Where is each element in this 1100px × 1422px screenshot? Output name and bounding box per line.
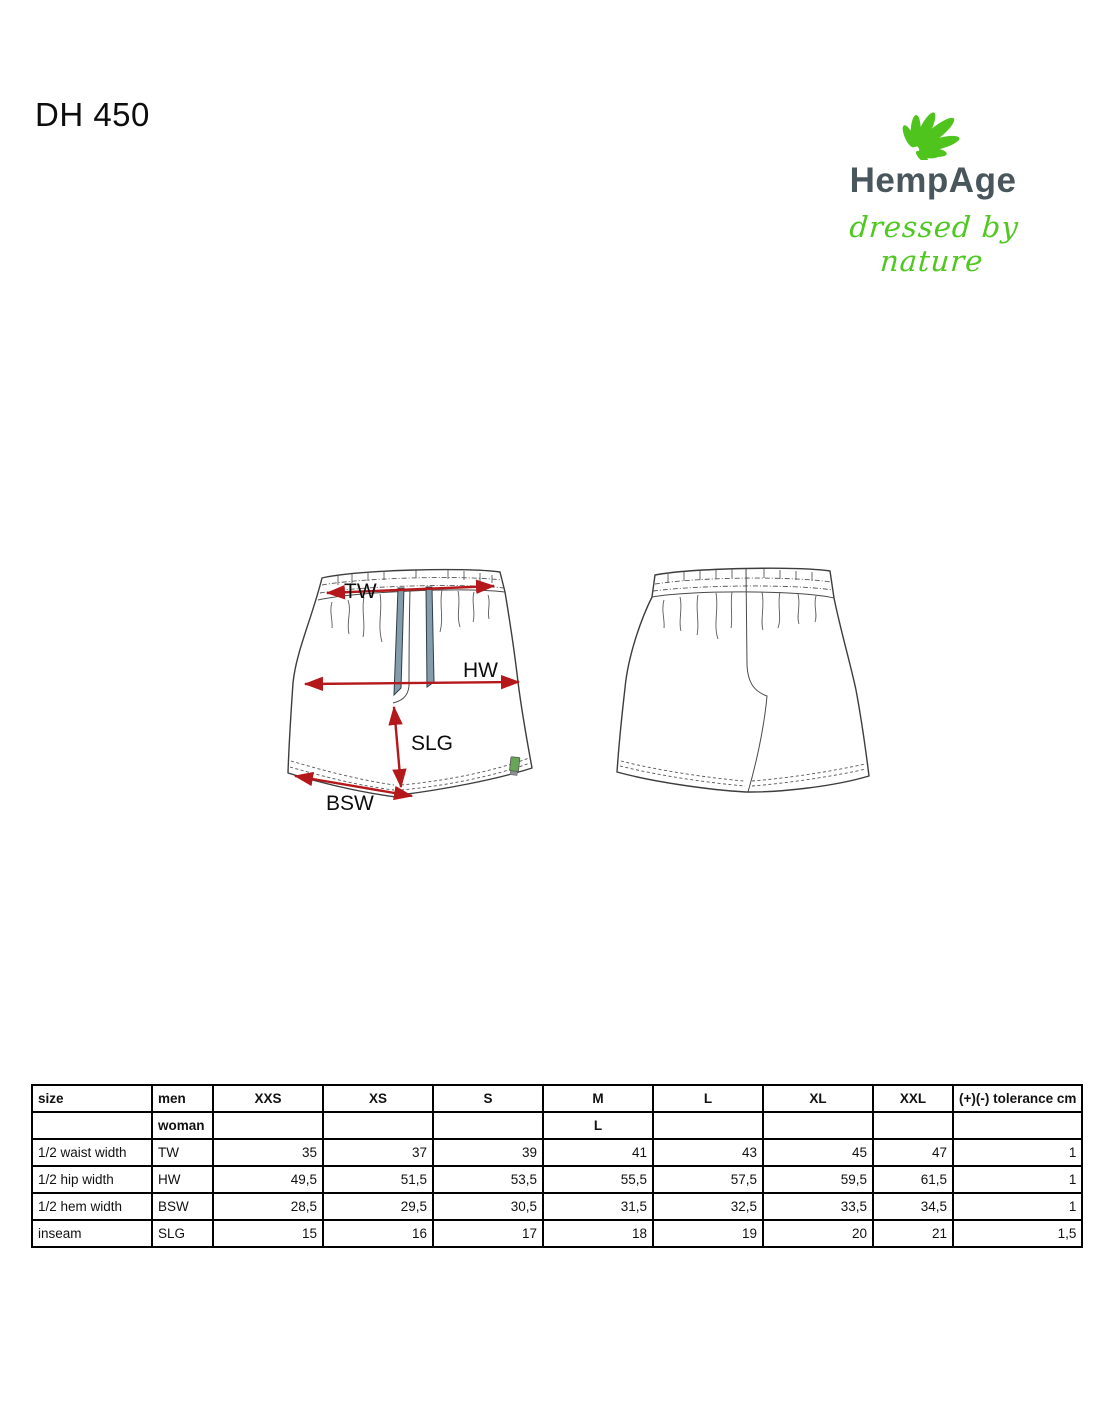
header-row xyxy=(32,1085,1082,1112)
inseam-label: SLG xyxy=(411,732,454,755)
col-xl: XL xyxy=(763,1085,873,1112)
col-xxl: XXL xyxy=(873,1085,953,1112)
row-label: 1/2 waist width xyxy=(32,1139,152,1166)
row-label: 1/2 hip width xyxy=(32,1166,152,1193)
row-label: 1/2 hem width xyxy=(32,1193,152,1220)
back-view xyxy=(617,568,869,792)
hem-width-label: BSW xyxy=(326,792,374,815)
hemp-leaf-icon xyxy=(888,90,978,160)
row-code: TW xyxy=(152,1139,213,1166)
col-xxs: XXS xyxy=(213,1085,323,1112)
waist-width-label: TW xyxy=(344,580,377,603)
row-code: BSW xyxy=(152,1193,213,1220)
col-size: size xyxy=(32,1085,152,1112)
woman-size-under-m: L xyxy=(543,1112,653,1139)
table-row-inseam: inseam SLG 15 16 17 18 19 20 21 1,5 xyxy=(32,1220,1082,1247)
col-s: S xyxy=(433,1085,543,1112)
row-code: SLG xyxy=(152,1220,213,1247)
brand-name: HempAge xyxy=(849,161,1017,200)
col-tolerance: (+)(-) tolerance cm xyxy=(953,1085,1082,1112)
col-men: men xyxy=(152,1085,213,1112)
drawstring-right xyxy=(426,587,434,687)
row-code: HW xyxy=(152,1166,213,1193)
table-row-waist: 1/2 waist width TW 35 37 39 41 43 45 47 1 xyxy=(32,1139,1082,1166)
row-label: inseam xyxy=(32,1220,152,1247)
woman-label: woman xyxy=(152,1112,213,1139)
hip-width-label: HW xyxy=(463,659,498,682)
brand-logo xyxy=(808,90,1058,278)
page-title: DH 450 xyxy=(35,96,150,133)
brand-tagline: dressed by nature xyxy=(848,210,1021,278)
shorts-technical-drawing xyxy=(260,540,900,840)
col-l: L xyxy=(653,1085,763,1112)
size-table xyxy=(31,1084,1083,1248)
col-xs: XS xyxy=(323,1085,433,1112)
col-m: M xyxy=(543,1085,653,1112)
table-row-hem: 1/2 hem width BSW 28,5 29,5 30,5 31,5 32,5 33,5 34,5 1 xyxy=(32,1193,1082,1220)
woman-row xyxy=(32,1112,1082,1139)
table-row-hip: 1/2 hip width HW 49,5 51,5 53,5 55,5 57,5 59,5 61,5 1 xyxy=(32,1166,1082,1193)
